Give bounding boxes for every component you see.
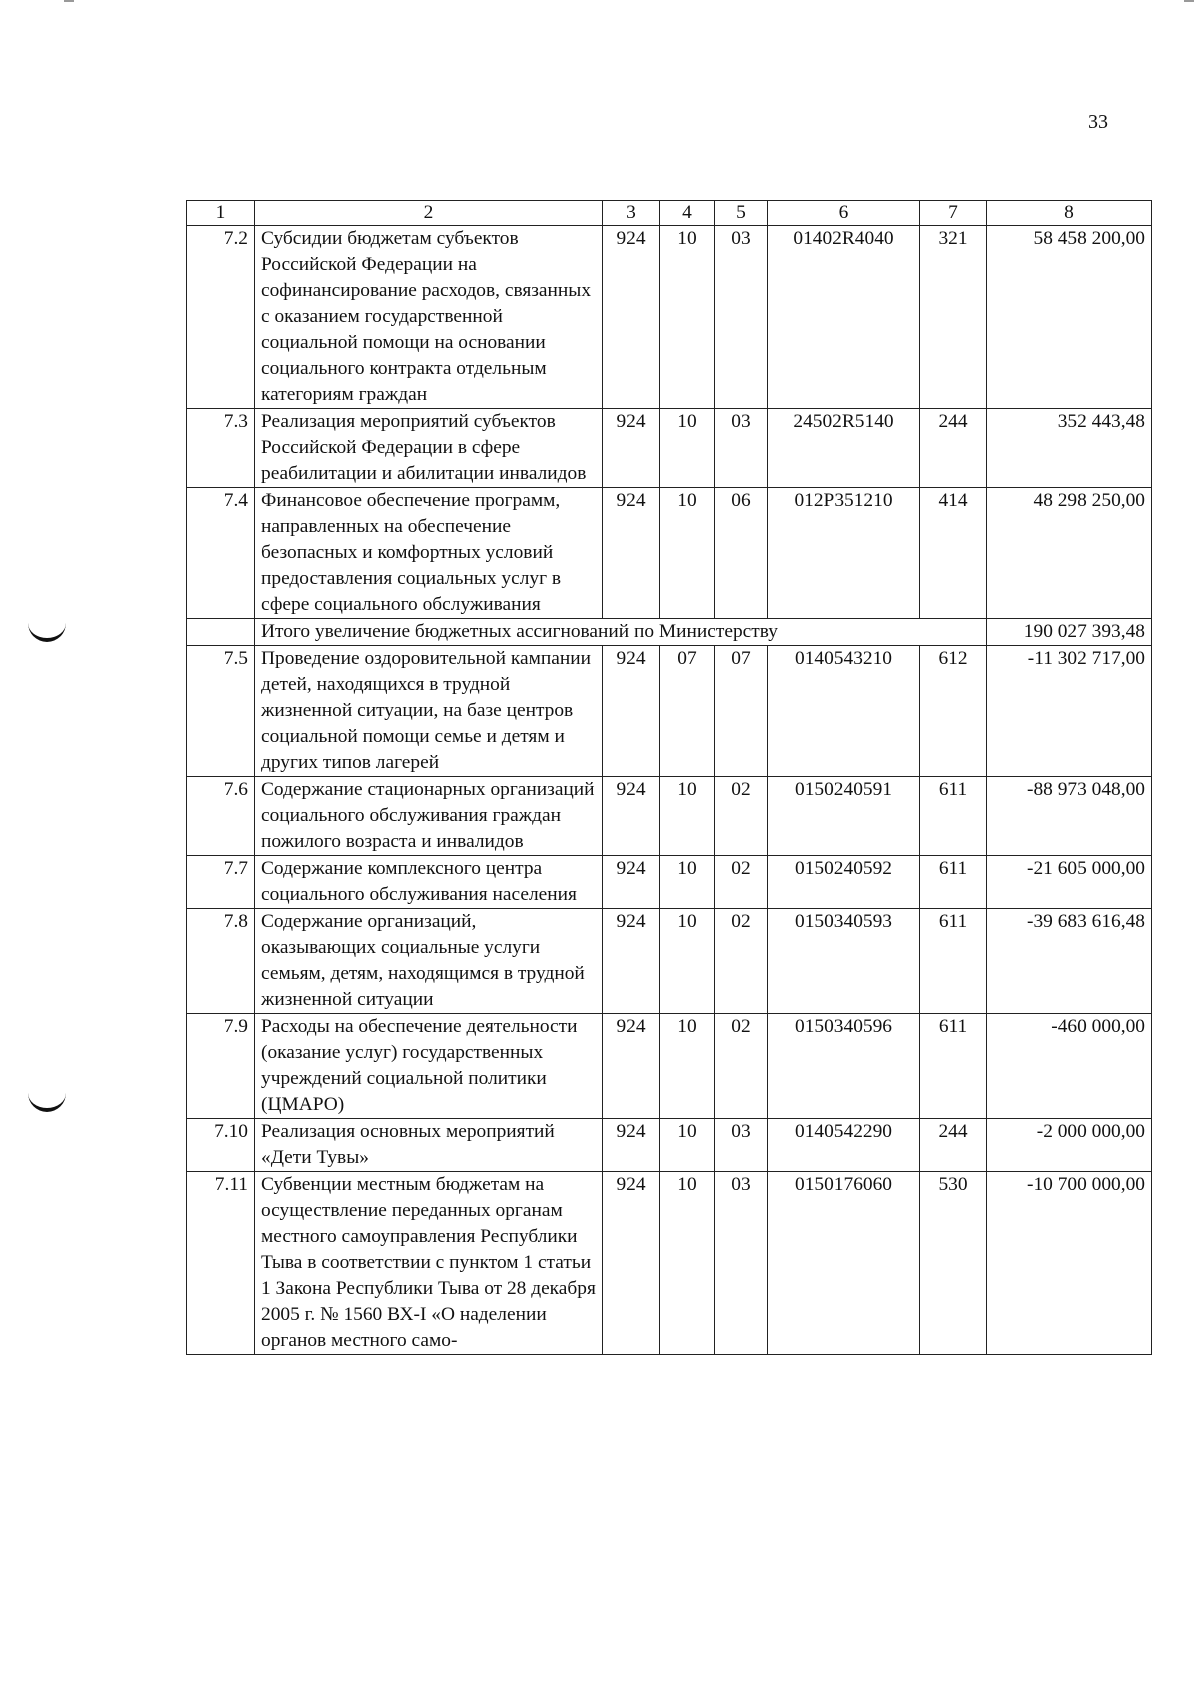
- section-code: 10: [660, 409, 715, 488]
- subsection-code: 03: [715, 409, 768, 488]
- amount: -2 000 000,00: [987, 1119, 1152, 1172]
- row-description: Содержание организаций, оказывающих социальные услуги семьям, детям, находящимся в трудной жизненной ситуации: [255, 909, 603, 1014]
- expense-type-code: 611: [920, 1014, 987, 1119]
- budget-table: [186, 200, 1152, 1355]
- scan-artifact-mark: [28, 1086, 66, 1112]
- section-code: 10: [660, 1014, 715, 1119]
- subsection-code: 03: [715, 1119, 768, 1172]
- subsection-code: 06: [715, 488, 768, 619]
- row-description: Расходы на обеспечение деятельности (оказание услуг) государственных учреждений социальной политики (ЦМАРО): [255, 1014, 603, 1119]
- section-code: 10: [660, 488, 715, 619]
- amount: -21 605 000,00: [987, 856, 1152, 909]
- row-number: 7.9: [187, 1014, 255, 1119]
- target-article-code: 0150176060: [768, 1172, 920, 1355]
- target-article-code: 24502R5140: [768, 409, 920, 488]
- ministry-code: 924: [603, 1119, 660, 1172]
- ministry-code: 924: [603, 856, 660, 909]
- amount: -10 700 000,00: [987, 1172, 1152, 1355]
- target-article-code: 0150240592: [768, 856, 920, 909]
- expense-type-code: 244: [920, 409, 987, 488]
- row-number: 7.5: [187, 646, 255, 777]
- expense-type-code: 321: [920, 226, 987, 409]
- target-article-code: 01402R4040: [768, 226, 920, 409]
- column-header: 7: [920, 201, 987, 226]
- row-description: Содержание комплексного центра социального обслуживания населения: [255, 856, 603, 909]
- table-row: [187, 777, 1152, 856]
- ministry-code: 924: [603, 777, 660, 856]
- target-article-code: 0150340593: [768, 909, 920, 1014]
- ministry-code: 924: [603, 488, 660, 619]
- subsection-code: 02: [715, 1014, 768, 1119]
- amount: 48 298 250,00: [987, 488, 1152, 619]
- row-number: 7.3: [187, 409, 255, 488]
- expense-type-code: 530: [920, 1172, 987, 1355]
- column-header: 1: [187, 201, 255, 226]
- column-header: 5: [715, 201, 768, 226]
- row-number: 7.4: [187, 488, 255, 619]
- subsection-code: 02: [715, 777, 768, 856]
- expense-type-code: 244: [920, 1119, 987, 1172]
- row-description: Субвенции местным бюджетам на осуществление переданных органам местного самоуправления Республики Тыва в соответствии с пунктом 1 статьи 1 Закона Республики Тыва от 28 декабря 2005 г. № 1560 ВХ-I «О наделении органов местного само-: [255, 1172, 603, 1355]
- row-description: Финансовое обеспечение программ, направленных на обеспечение безопасных и комфортных условий предоставления социальных услуг в сфере социального обслуживания: [255, 488, 603, 619]
- target-article-code: 0140542290: [768, 1119, 920, 1172]
- expense-type-code: 611: [920, 777, 987, 856]
- section-code: 10: [660, 777, 715, 856]
- table-row: [187, 1119, 1152, 1172]
- column-header: 2: [255, 201, 603, 226]
- table-header-row: [187, 201, 1152, 226]
- target-article-code: 0150240591: [768, 777, 920, 856]
- row-number: 7.7: [187, 856, 255, 909]
- subsection-code: 02: [715, 909, 768, 1014]
- row-number: 7.2: [187, 226, 255, 409]
- subsection-code: 03: [715, 226, 768, 409]
- scan-corner-mark: [64, 0, 74, 2]
- table-row: [187, 856, 1152, 909]
- total-amount: 190 027 393,48: [987, 619, 1152, 646]
- scan-corner-mark: [1184, 0, 1194, 2]
- section-code: 10: [660, 1119, 715, 1172]
- subsection-code: 02: [715, 856, 768, 909]
- section-code: 07: [660, 646, 715, 777]
- ministry-code: 924: [603, 1172, 660, 1355]
- row-number: 7.6: [187, 777, 255, 856]
- table-row: [187, 226, 1152, 409]
- amount: -460 000,00: [987, 1014, 1152, 1119]
- amount: -11 302 717,00: [987, 646, 1152, 777]
- section-code: 10: [660, 226, 715, 409]
- table-row: [187, 646, 1152, 777]
- ministry-code: 924: [603, 909, 660, 1014]
- total-label: Итого увеличение бюджетных ассигнований по Министерству: [255, 619, 987, 646]
- amount: -88 973 048,00: [987, 777, 1152, 856]
- table-row: [187, 488, 1152, 619]
- expense-type-code: 612: [920, 646, 987, 777]
- column-header: 8: [987, 201, 1152, 226]
- row-description: Реализация мероприятий субъектов Российской Федерации в сфере реабилитации и абилитации инвалидов: [255, 409, 603, 488]
- ministry-code: 924: [603, 226, 660, 409]
- column-header: 3: [603, 201, 660, 226]
- section-code: 10: [660, 1172, 715, 1355]
- table-row: [187, 1172, 1152, 1355]
- section-code: 10: [660, 856, 715, 909]
- row-description: Реализация основных мероприятий «Дети Тувы»: [255, 1119, 603, 1172]
- row-number: 7.8: [187, 909, 255, 1014]
- row-description: Проведение оздоровительной кампании детей, находящихся в трудной жизненной ситуации, на базе центров социальной помощи семье и детям и других типов лагерей: [255, 646, 603, 777]
- scan-artifact-mark: [28, 616, 66, 642]
- ministry-code: 924: [603, 646, 660, 777]
- ministry-code: 924: [603, 1014, 660, 1119]
- amount: 352 443,48: [987, 409, 1152, 488]
- expense-type-code: 414: [920, 488, 987, 619]
- row-number: 7.10: [187, 1119, 255, 1172]
- total-row-number-cell: [187, 619, 255, 646]
- expense-type-code: 611: [920, 909, 987, 1014]
- table-row: [187, 409, 1152, 488]
- row-description: Содержание стационарных организаций социального обслуживания граждан пожилого возраста и инвалидов: [255, 777, 603, 856]
- amount: -39 683 616,48: [987, 909, 1152, 1014]
- section-code: 10: [660, 909, 715, 1014]
- amount: 58 458 200,00: [987, 226, 1152, 409]
- column-header: 4: [660, 201, 715, 226]
- row-description: Субсидии бюджетам субъектов Российской Федерации на софинансирование расходов, связанных с оказанием государственной социальной помощи на основании социального контракта отдельным категориям граждан: [255, 226, 603, 409]
- total-row: [187, 619, 1152, 646]
- row-number: 7.11: [187, 1172, 255, 1355]
- ministry-code: 924: [603, 409, 660, 488]
- table-row: [187, 1014, 1152, 1119]
- target-article-code: 0140543210: [768, 646, 920, 777]
- subsection-code: 07: [715, 646, 768, 777]
- expense-type-code: 611: [920, 856, 987, 909]
- column-header: 6: [768, 201, 920, 226]
- subsection-code: 03: [715, 1172, 768, 1355]
- target-article-code: 0150340596: [768, 1014, 920, 1119]
- target-article-code: 012P351210: [768, 488, 920, 619]
- page-number: 33: [1088, 111, 1108, 133]
- table-row: [187, 909, 1152, 1014]
